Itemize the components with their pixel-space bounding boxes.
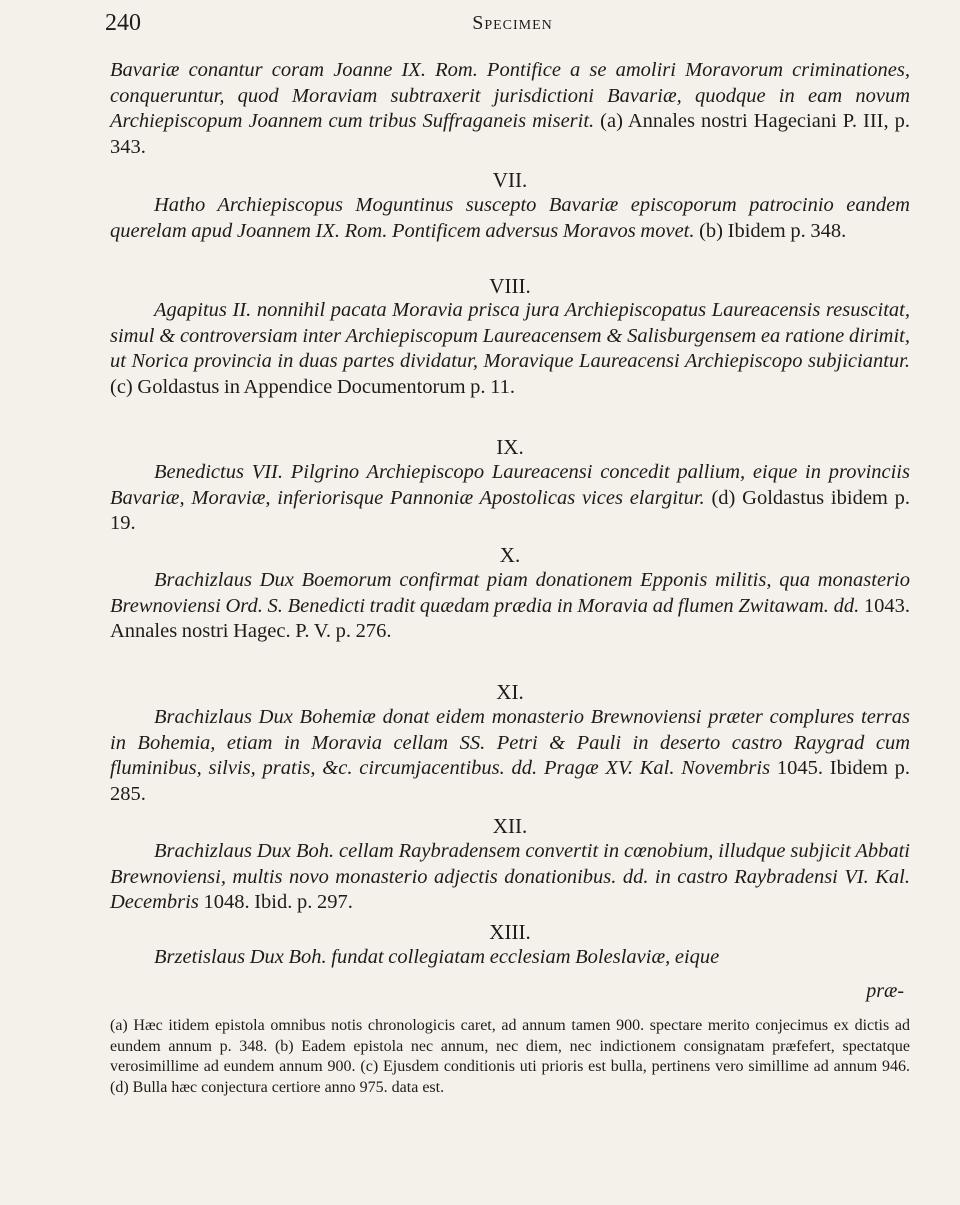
running-title: Specimen [472, 12, 553, 34]
note-mark: (a) [600, 110, 623, 132]
entry [110, 298, 910, 400]
entry-text: Brzetislaus Dux Boh. fundat collegiatam ecclesiam Boleslaviæ, eique [154, 946, 720, 968]
section-number: XII. [492, 814, 528, 838]
entry-source: 1048. Ibid. p. 297. [203, 891, 353, 913]
section-number: XI. [496, 680, 524, 704]
entry-source: Goldastus in Appendice Documentorum p. 11. [137, 375, 516, 398]
entry-source: 1045. Ibidem p. 285. [110, 757, 910, 805]
entry [110, 193, 910, 244]
entry [110, 945, 910, 971]
entry [110, 568, 910, 645]
entry [110, 839, 910, 916]
entry-source: Ibidem p. 348. [727, 219, 847, 242]
entry-text: Hatho Archiepiscopus Moguntinus suscepto Bavariæ episcoporum patrocinio eandem querelam apud Joannem IX. Rom. Pontificem adversus Moravos movet. [110, 194, 910, 242]
entry-source: Goldastus ibidem p. 19. [110, 486, 911, 534]
note-mark: (d) [711, 486, 736, 509]
entry-text: Brachizlaus Dux Bohemiæ donat eidem monasterio Brewnoviensi præter complures terras in Bohemia, etiam in Moravia cellam SS. Petri & Pauli in deserto castro Raygrad cum fluminibus, silvis, pratis, &c. circumjacentibus. dd. Pragæ XV. Kal. Novembris [110, 706, 910, 779]
section-number: IX. [496, 435, 524, 459]
entry-source: 1043. Annales nostri Hagec. P. V. p. 276. [110, 594, 910, 642]
section-number: VII. [492, 168, 528, 192]
entry-text: Benedictus VII. Pilgrino Archiepiscopo Laureacensi concedit pallium, eique in provinciis Bavariæ, Moraviæ, inferiorisque Pannoniæ Apostolicas vices elargitur. [110, 461, 910, 509]
running-head [105, 10, 920, 40]
entry [110, 705, 910, 807]
section-number: XIII. [489, 920, 531, 944]
note-mark: (c) [110, 375, 133, 398]
section-number: X. [499, 543, 521, 567]
entry-source: Annales nostri Hageciani P. III, p. 343. [110, 110, 910, 158]
catchword: præ- [866, 980, 904, 1002]
entry-continued [110, 58, 910, 160]
entry-text: Agapitus II. nonnihil pacata Moravia prisca jura Archiepiscopatus Laureacensis resuscitat, simul & controversiam inter Archiepiscopum Laureacensem & Salisburgensem ea ratione dirimit, ut Norica provincia in duas partes dividatur, Moravique Laureacensi Archiepiscopo subjiciantur. [110, 299, 910, 372]
footnotes: (a) Hæc itidem epistola omnibus notis chronologicis caret, ad annum tamen 900. spectare merito conjecimus ex dictis ad eundem annum p. 348. (b) Eadem epistola nec annum, nec diem, nec indictionem consignatam præfefert, spectatque verosimillime ad eundem annum 900. (c) Ejusdem conditionis uti prioris est bulla, pertinens vero simillime ad annum 946. (d) Bulla hæc conjectura certiore anno 975. data est. [110, 1017, 910, 1096]
page-number: 240 [105, 10, 141, 36]
entry-text: Brachizlaus Dux Boh. cellam Raybradensem convertit in cœnobium, illudque subjicit Abbati Brewnoviensi, multis novo monasterio adjectis donationibus. dd. in castro Raybradensi VI. Kal. Decembris [110, 840, 910, 913]
section-number: VIII. [489, 274, 531, 298]
entry-text: Brachizlaus Dux Boemorum confirmat piam donationem Epponis militis, qua monasterio Brewnoviensi Ord. S. Benedicti tradit quædam prædia in Moravia ad flumen Zwitawam. dd. [110, 569, 910, 617]
entry [110, 460, 910, 537]
entry-text: Bavariæ conantur coram Joanne IX. Rom. Pontifice a se amoliri Moravorum criminationes, conqueruntur, quod Moraviam subtraxerit jurisdictioni Bavariæ, quodque in eam novum Archiepiscopum Joannem cum tribus Suffraganeis miserit. [110, 59, 910, 132]
note-mark: (b) [699, 219, 724, 242]
